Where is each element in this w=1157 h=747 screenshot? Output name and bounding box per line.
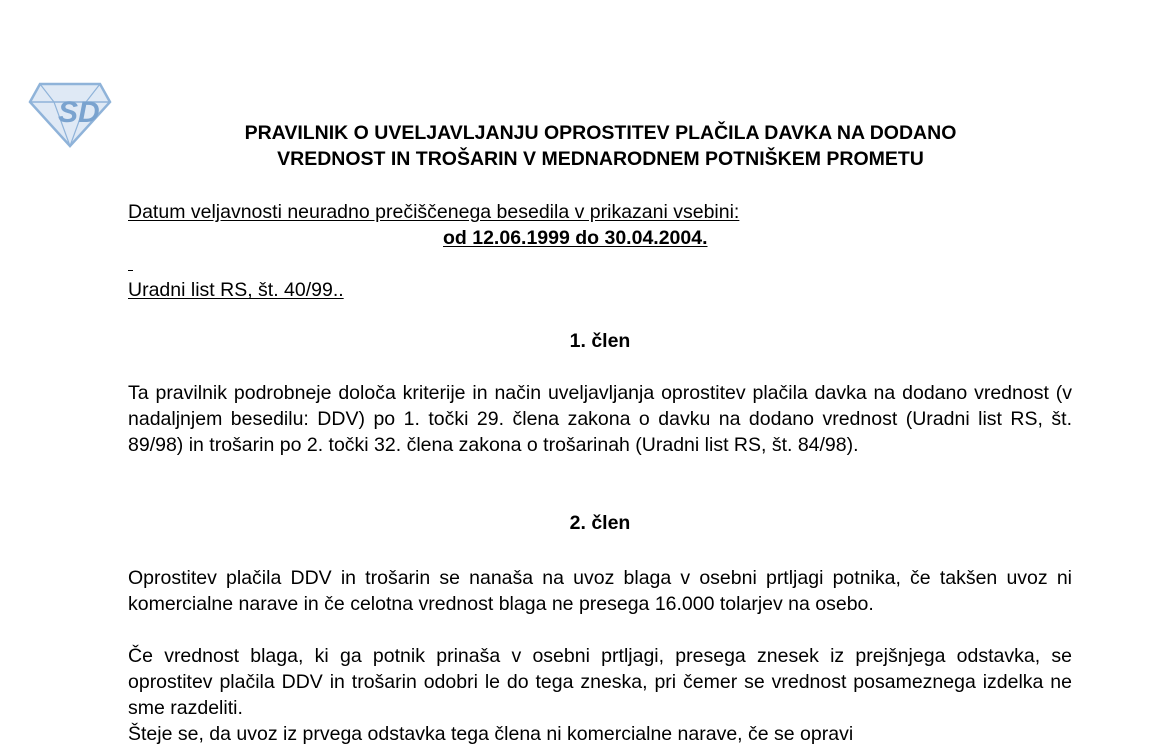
validity-label: Datum veljavnosti neuradno prečiščenega besedila v prikazani vsebini:: [128, 201, 740, 223]
divider-mark: [128, 270, 133, 271]
article-2-paragraph-2: Če vrednost blaga, ki ga potnik prinaša v osebni prtljagi, presega znesek iz prejšnjega odstavka, se oprostitev plačila DDV in trošarin odobri le do tega zneska, pri čemer se vrednost posameznega izdelka ne sme razdeliti.: [128, 645, 1072, 719]
article-2-paragraph-3: Šteje se, da uvoz iz prvega odstavka tega člena ni komercialne narave, če se opravi: [128, 723, 854, 745]
validity-dates: od 12.06.1999 do 30.04.2004.: [443, 227, 708, 249]
logo-text: SD: [58, 96, 100, 129]
article-1-paragraph-1: Ta pravilnik podrobneje določa kriterije in način uveljavljanja oprostitev plačila davka na dodano vrednost (v nadaljnjem besedilu: DDV) po 1. točki 29. člena zakona o davku na dodano vrednost (Uradni list RS, št. 89/98) in trošarin po 2. točki 32. člena zakona o trošarinah (Uradni list RS, št. 84/98).: [128, 382, 1072, 456]
title-line-1: PRAVILNIK O UVELJAVLJANJU OPROSTITEV PLAČILA DAVKA NA DODANO: [244, 122, 957, 144]
article-1-heading: 1. člen: [569, 330, 631, 352]
gazette-reference: Uradni list RS, št. 40/99..: [128, 279, 344, 301]
title-line-2: VREDNOST IN TROŠARIN V MEDNARODNEM POTNIŠKEM PROMETU: [277, 148, 924, 170]
sd-diamond-logo-icon: [28, 78, 112, 150]
article-2-paragraph-1: Oprostitev plačila DDV in trošarin se nanaša na uvoz blaga v osebni prtljagi potnika, če takšen uvoz ni komercialne narave in če celotna vrednost blaga ne presega 16.000 tolarjev na osebo.: [128, 567, 1072, 615]
article-2-heading: 2. člen: [569, 512, 631, 534]
document-title: [110, 120, 1091, 172]
